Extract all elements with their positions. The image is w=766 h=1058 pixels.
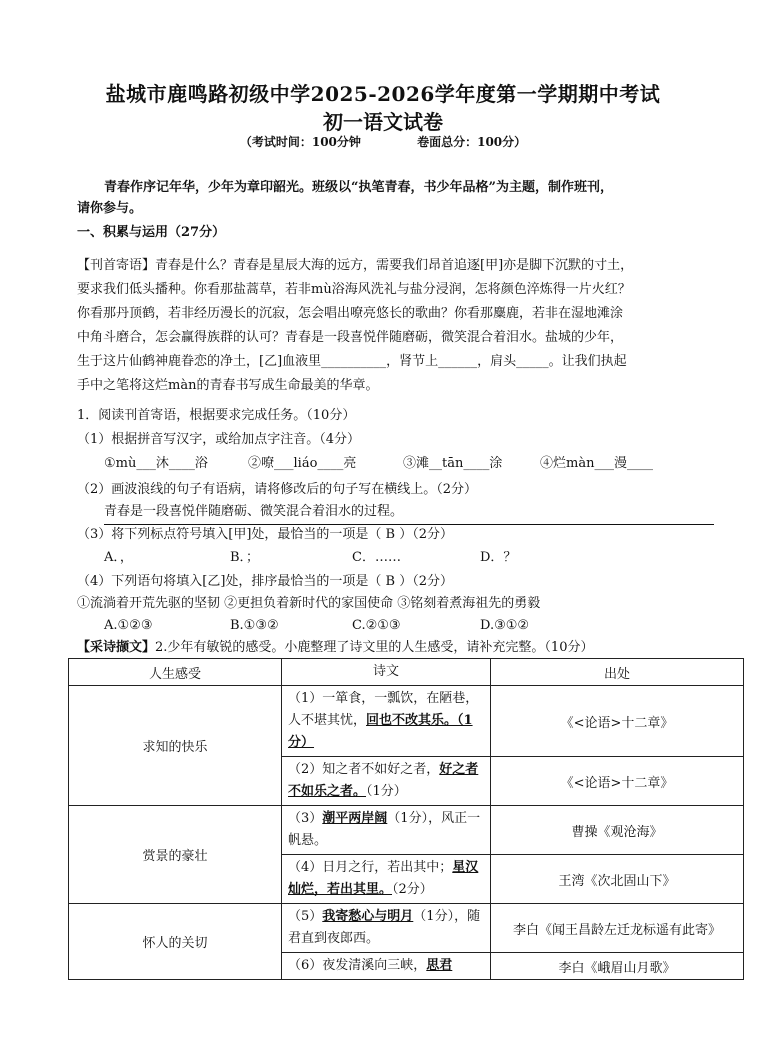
q2-label: 【采诗撷文】 <box>77 640 156 655</box>
intro-line-2: 请你参与。 <box>77 201 143 216</box>
poem-cell <box>282 806 491 855</box>
q1-sub4-option-c: C.②①③ <box>352 618 401 633</box>
poem-answer: 思君 <box>426 958 453 973</box>
poem-text-post: （1分），随君直到夜郎西。 <box>288 909 481 946</box>
q1-sub2: （2）画波浪线的句子有语病，请将修改后的句子写在横线上。（2分） <box>77 482 478 497</box>
q1-sub3-option-a: A．， <box>104 550 133 565</box>
q1-stem: 1．阅读刊首寄语，根据要求完成任务。（10分） <box>77 408 356 423</box>
source-cell: 王湾《次北固山下》 <box>491 855 744 904</box>
pinyin-item-4: ④烂màn___漫____ <box>540 456 653 471</box>
passage-line-5: 生于这片仙鹤神鹿眷恋的净土，[乙]血液里__________，肾节上______，肩头_____。让我们执起 <box>77 354 627 369</box>
poem-text: （4）日月之行，若出其中； <box>288 860 453 875</box>
poem-cell <box>282 686 491 757</box>
q1-sub3-option-b: B．； <box>230 550 260 565</box>
poem-text: （2）知之者不如好之者， <box>288 762 440 777</box>
q1-sub3-option-c: C．…… <box>352 550 401 565</box>
q1-sub4-option-b: B.①③② <box>230 618 279 633</box>
source-cell: 李白《峨眉山月歌》 <box>491 953 744 980</box>
poem-text-post: （1分） <box>366 784 407 799</box>
q1-sub2-answer: 青春是一段喜悦伴随磨砺、微笑混合着泪水的过程。 <box>104 500 714 525</box>
q1-sub4: （4）下列语句将填入[乙]处，排序最恰当的一项是（ B ）（2分） <box>77 574 454 589</box>
feeling-cell: 求知的快乐 <box>69 686 282 806</box>
source-cell: 曹操《观沧海》 <box>491 806 744 855</box>
poem-text: （5） <box>288 909 323 924</box>
q1-sub1: （1）根据拼音写汉字，或给加点字注音。（4分） <box>77 432 361 447</box>
header-feeling: 人生感受 <box>69 659 282 686</box>
poem-answer: 潮平两岸阔 <box>322 811 388 826</box>
q2-stem <box>77 636 593 660</box>
source-cell: 《<论语>十二章》 <box>491 757 744 806</box>
table-row <box>69 686 744 757</box>
poem-text: （3） <box>288 811 323 826</box>
source-cell: 李白《闻王昌龄左迁龙标遥有此寄》 <box>491 904 744 953</box>
poem-cell <box>282 757 491 806</box>
passage-line-6: 手中之笔将这烂màn的青春书写成生命最美的华章。 <box>77 378 379 393</box>
poem-text-post: （1分），风正一帆悬。 <box>288 811 481 848</box>
passage-line-4: 中角斗磨合，怎会赢得族群的认可？青春是一段喜悦伴随磨砺，微笑混合着泪水。盐城的少年， <box>77 330 624 345</box>
q1-sub3-option-d: D．？ <box>480 550 517 565</box>
exam-title: 盐城市鹿鸣路初级中学2025-2026学年度第一学期期中考试 <box>105 82 661 106</box>
section-heading: 一、积累与运用（27分） <box>77 225 226 240</box>
source-cell: 《<论语>十二章》 <box>491 686 744 757</box>
pinyin-item-1: ①mù___沐____浴 <box>104 456 208 471</box>
q2-text: 2.少年有敏锐的感受。小鹿整理了诗文里的人生感受，请补充完整。（10分） <box>155 640 594 655</box>
table-header-row <box>69 659 744 686</box>
header-poem: 诗文 <box>282 659 491 686</box>
passage-line-1: 【刊首寄语】青春是什么？青春是星辰大海的远方，需要我们昂首追逐[甲]亦是脚下沉默的寸土， <box>77 258 634 273</box>
feeling-cell: 赏景的豪壮 <box>69 806 282 904</box>
poem-answer: 我寄愁心与明月 <box>322 909 414 924</box>
table-row <box>69 806 744 855</box>
table-row <box>69 904 744 953</box>
intro-line-1: 青春作序记年华，少年为章印韶光。班级以“执笔青春，书少年品格”为主题，制作班刊， <box>104 180 613 195</box>
poem-cell <box>282 904 491 953</box>
poem-text: （6）夜发清溪向三峡， <box>288 958 427 973</box>
poem-text: （1）一箪食，一瓢饮，在陋巷，人不堪其忧， <box>288 691 479 728</box>
total-score: 卷面总分：100分） <box>417 135 527 149</box>
q1-sub4-option-d: D.③①② <box>480 618 530 633</box>
q1-sub4-sentences: ①流淌着开荒先驱的坚韧 ②更担负着新时代的家国使命 ③铭刻着煮海祖先的勇毅 <box>77 596 541 611</box>
pinyin-item-2: ②嘹___liáo____亮 <box>248 456 357 471</box>
poem-answer: 星汉灿烂，若出其里。 <box>288 860 479 897</box>
feeling-cell: 怀人的关切 <box>69 904 282 980</box>
q1-sub4-option-a: A.①②③ <box>104 618 153 633</box>
pinyin-item-3: ③滩__tān____涂 <box>403 456 503 471</box>
passage-line-2: 要求我们低头播种。你看那盐蒿草，若非mù浴海风洗礼与盐分浸润，怎将颜色淬炼得一片火红？ <box>77 282 631 297</box>
passage-line-3: 你看那丹顶鹤，若非经历漫长的沉寂，怎会唱出嘹亮悠长的歌曲？你看那麋鹿，若非在湿地滩涂 <box>77 306 624 321</box>
poem-text-post: （2分） <box>392 882 433 897</box>
header-source: 出处 <box>491 659 744 686</box>
poem-cell <box>282 855 491 904</box>
poem-table <box>68 658 744 980</box>
q1-sub3: （3）将下列标点符号填入[甲]处，最恰当的一项是（ B ）（2分） <box>77 527 454 542</box>
exam-meta <box>0 133 766 150</box>
exam-subtitle: 初一语文试卷 <box>323 110 443 134</box>
poem-answer: 好之者不如乐之者。 <box>288 762 479 799</box>
poem-answer: 回也不改其乐。（1分） <box>288 713 473 750</box>
poem-cell <box>282 953 491 980</box>
exam-time: （考试时间：100分钟 <box>239 135 361 149</box>
